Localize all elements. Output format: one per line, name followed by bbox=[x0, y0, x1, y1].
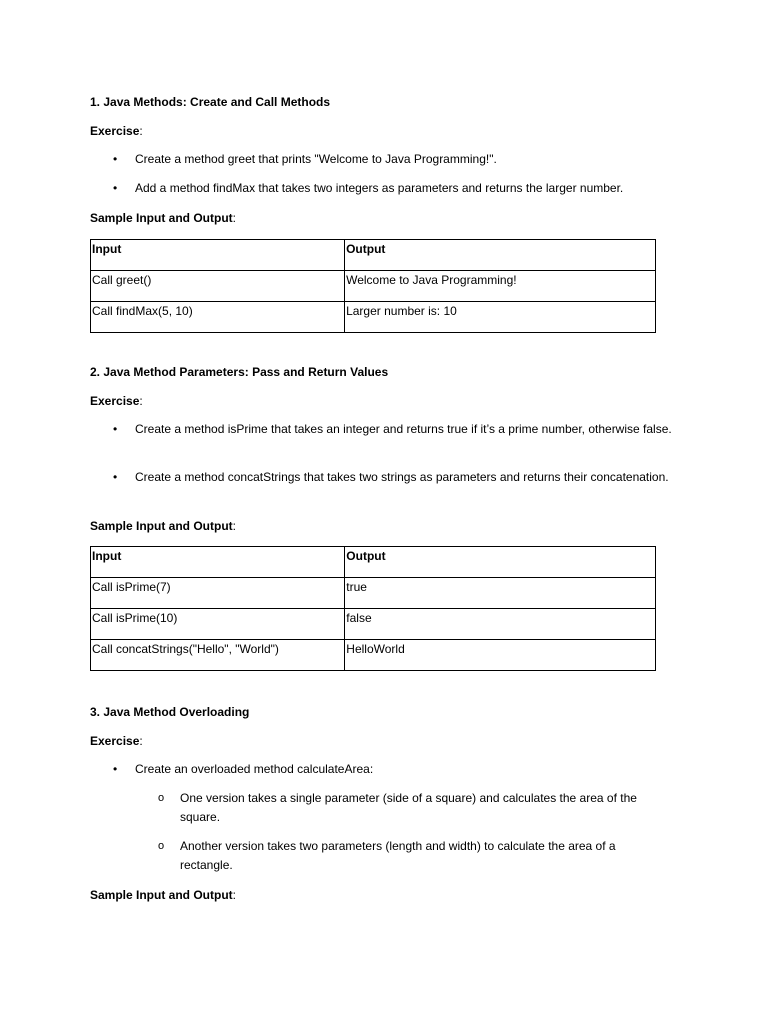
section-3-sample-label: Sample Input and Output: bbox=[90, 888, 237, 902]
table-cell-input: Call greet() bbox=[91, 271, 345, 302]
section-2-io-table bbox=[90, 546, 656, 671]
bullet-icon: • bbox=[113, 181, 118, 195]
table-cell-input: Call concatStrings("Hello", "World") bbox=[91, 640, 345, 671]
section-1-title: 1. Java Methods: Create and Call Methods bbox=[90, 95, 331, 109]
table-header-output: Output bbox=[345, 240, 656, 271]
table-cell-output: true bbox=[345, 578, 656, 609]
section-3-title: 3. Java Method Overloading bbox=[90, 705, 250, 719]
table-row bbox=[91, 302, 656, 333]
table-cell-output: Welcome to Java Programming! bbox=[345, 271, 656, 302]
section-2-title: 2. Java Method Parameters: Pass and Return Values bbox=[90, 365, 389, 379]
sub-bullet-icon: o bbox=[158, 840, 165, 852]
bullet-icon: • bbox=[113, 762, 118, 776]
table-row bbox=[91, 640, 656, 671]
section-1-sample-label: Sample Input and Output: bbox=[90, 211, 237, 225]
sub-bullet-icon: o bbox=[158, 792, 165, 804]
table-row bbox=[91, 271, 656, 302]
bullet-icon: • bbox=[113, 470, 118, 484]
table-row bbox=[91, 578, 656, 609]
table-cell-output: false bbox=[345, 609, 656, 640]
table-cell-input: Call isPrime(7) bbox=[91, 578, 345, 609]
bullet-icon: • bbox=[113, 152, 118, 166]
section-1-exercise-label: Exercise: bbox=[90, 124, 143, 138]
table-row bbox=[91, 609, 656, 640]
document-page: 1. Java Methods: Create and Call Methods Exercise: • Create a method greet that prints "Welcome to Java Programming!". • Add a method findMax that takes two integers as parameters and returns the larger number. Sample Input and Output: Input Output Call greet() Welcome to Java Programming! Call findMax(5, 10) Larger number is: 10 2. Java Method Parameters: Pass and Return Values Exercise: • Create a method isPrime that takes an integer and returns true if it’s a prime number, otherwise false. • Create a method concatStrings that takes two strings as parameters and returns their concatenation. Sample Input and Output: Input Output Call isPrime(7) true Call isPrime(10) false Call concatStrings("Hello", "World") HelloWorld 3. Java Method Overloading Exercise: • Create an overloaded method calculateArea: o One version takes a single parameter (side of a square) and calculates the area of the square. o Another version takes two parameters (length and width) to calculate the area of a rectangle. Sample Input and Output: bbox=[90, 95, 672, 902]
bullet-icon: • bbox=[113, 422, 118, 436]
table-header-output: Output bbox=[345, 547, 656, 578]
section-1-io-table bbox=[90, 239, 656, 333]
table-cell-input: Call findMax(5, 10) bbox=[91, 302, 345, 333]
table-header-input: Input bbox=[91, 240, 345, 271]
section-2-sample-label: Sample Input and Output: bbox=[90, 519, 237, 533]
table-header-row bbox=[91, 240, 656, 271]
table-header-row bbox=[91, 547, 656, 578]
table-cell-output: HelloWorld bbox=[345, 640, 656, 671]
table-cell-input: Call isPrime(10) bbox=[91, 609, 345, 640]
table-header-input: Input bbox=[91, 547, 345, 578]
section-3-exercise-label: Exercise: bbox=[90, 734, 143, 748]
section-2-exercise-label: Exercise: bbox=[90, 394, 143, 408]
table-cell-output: Larger number is: 10 bbox=[345, 302, 656, 333]
